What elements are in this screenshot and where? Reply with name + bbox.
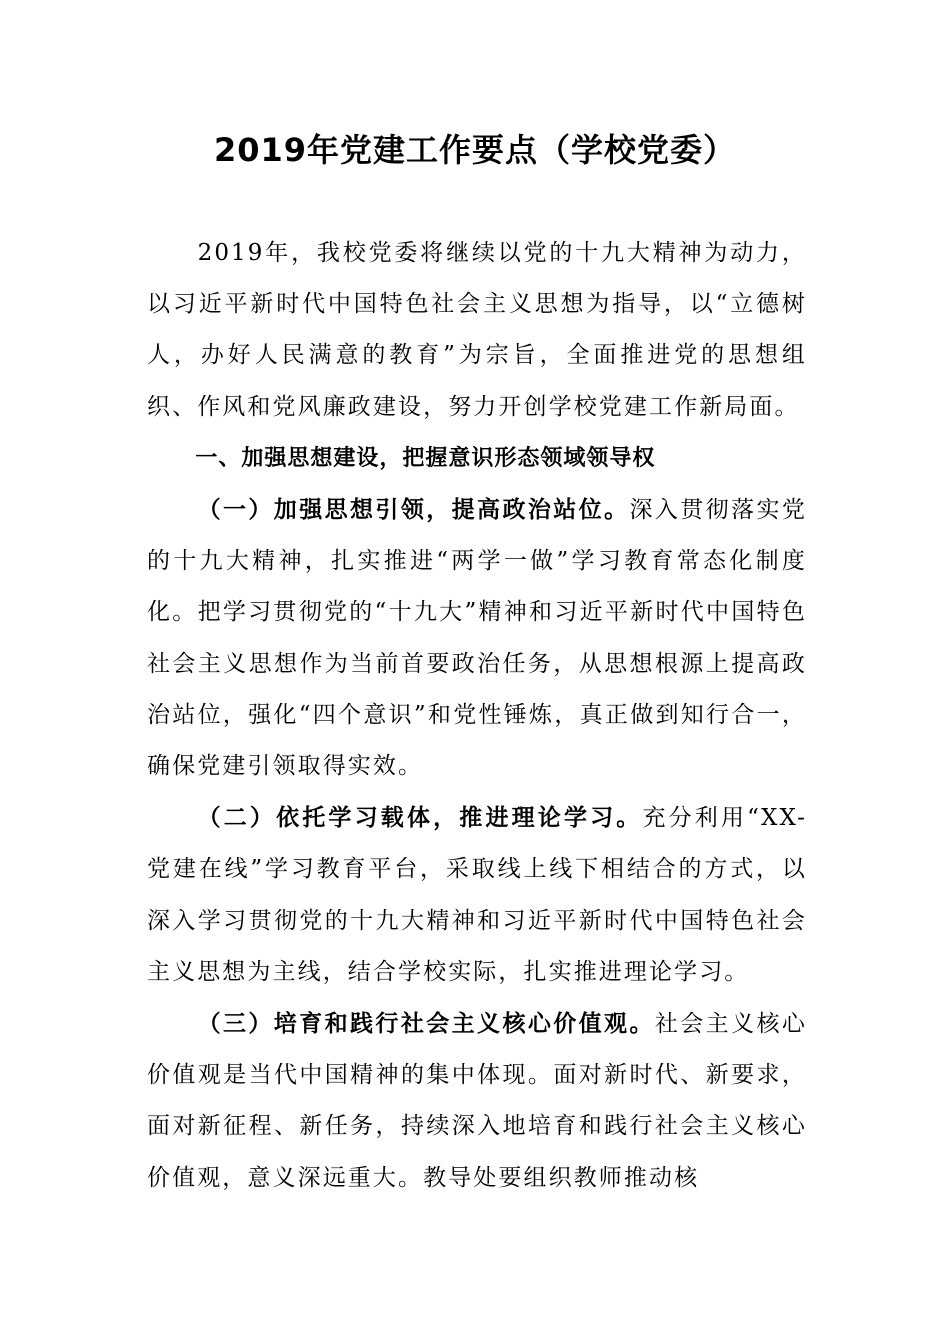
item-text-3: 社会主义核心价值观是当代中国精神的集中体现。面对新时代、新要求，面对新征程、新任务，持续深入地培育和践行社会主义核心价值观，意义深远重大。教导处要组织教师推动核: [147, 1011, 807, 1191]
section-heading-1: 一、加强思想建设，把握意识形态领域领导权: [195, 445, 656, 471]
intro-paragraph: 2019年，我校党委将继续以党的十九大精神为动力，以习近平新时代中国特色社会主义思想为指导，以“立德树人，办好人民满意的教育”为宗旨，全面推进党的思想组织、作风和党风廉政建设，努力开创学校党建工作新局面。: [147, 240, 807, 420]
item-paragraph-1: [147, 484, 807, 792]
document-body: [147, 228, 807, 1204]
item-paragraph-2: [147, 792, 807, 998]
item-text-1: 深入贯彻落实党的十九大精神，扎实推进“两学一做”学习教育常态化制度化。把学习贯彻党的“十九大”精神和习近平新时代中国特色社会主义思想作为当前首要政治任务，从思想根源上提高政治站位，强化“四个意识”和党性锤炼，真正做到知行合一，确保党建引领取得实效。: [147, 497, 807, 780]
item-paragraph-3: [147, 998, 807, 1204]
item-lead-3: （三）培育和践行社会主义核心价值观。: [197, 1010, 655, 1038]
item-lead-1: （一）加强思想引领，提高政治站位。: [197, 496, 630, 524]
item-text-2: 充分利用“XX-党建在线”学习教育平台，采取线上线下相结合的方式，以深入学习贯彻党的十九大精神和习近平新时代中国特色社会主义思想为主线，结合学校实际，扎实推进理论学习。: [147, 805, 808, 985]
document-title: 2019年党建工作要点（学校党委）: [213, 131, 737, 169]
item-lead-2: （二）依托学习载体，推进理论学习。: [197, 804, 643, 832]
